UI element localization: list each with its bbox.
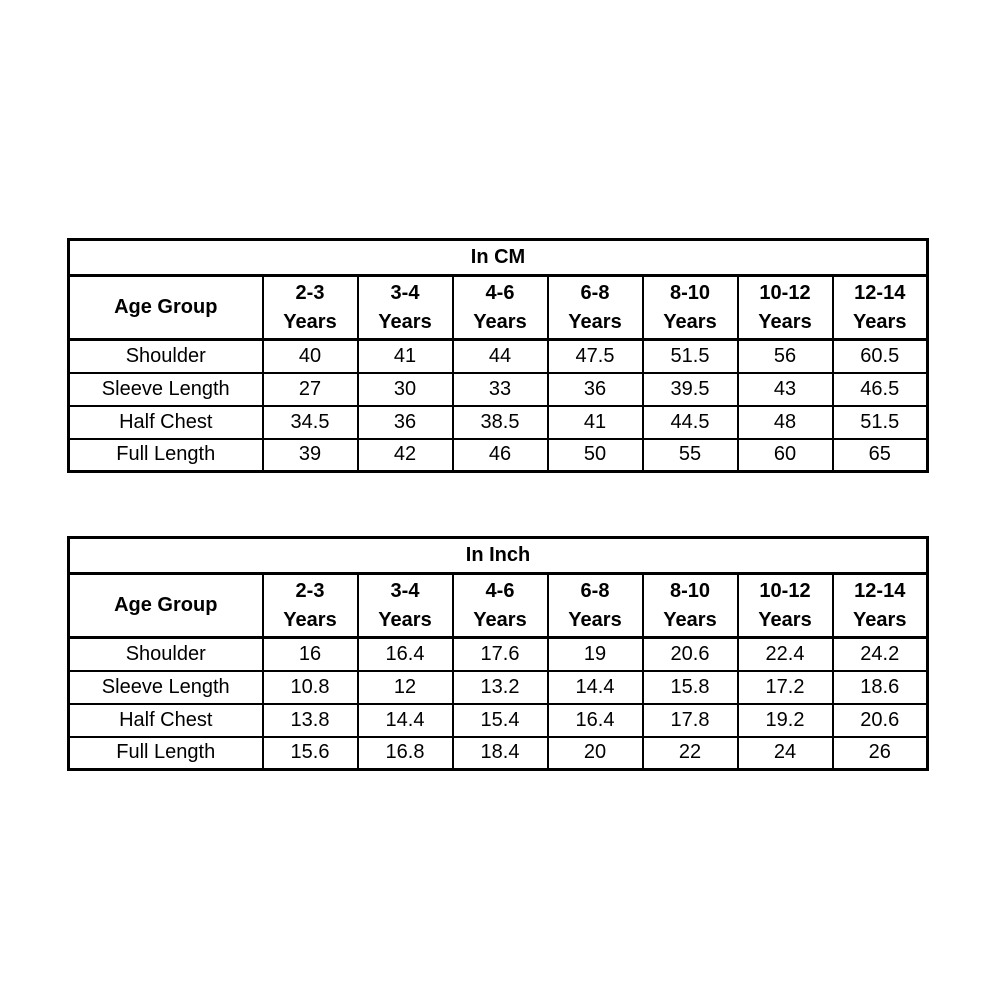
column-header [358,574,453,638]
value-cell: 56 [738,340,833,373]
table-row [69,574,928,638]
age-range-label: 2-3 [295,579,325,602]
size-chart-inch-table [67,536,929,771]
value-cell: 65 [833,439,928,472]
age-unit-label: Years [568,310,622,333]
value-cell: 50 [548,439,643,472]
age-range-label: 10-12 [759,579,811,602]
value-cell: 48 [738,406,833,439]
value-cell: 16.4 [358,638,453,671]
age-unit-label: Years [378,310,432,333]
value-cell: 39.5 [643,373,738,406]
row-label: Half Chest [69,704,263,737]
table-title: In CM [69,240,928,276]
age-range-label: 3-4 [390,281,420,304]
value-cell: 41 [548,406,643,439]
age-unit-label: Years [283,310,337,333]
value-cell: 51.5 [833,406,928,439]
age-range-label: 6-8 [580,281,610,304]
table-row [69,439,928,472]
value-cell: 13.2 [453,671,548,704]
value-cell: 60 [738,439,833,472]
age-group-header: Age Group [69,574,263,638]
row-label: Shoulder [69,638,263,671]
value-cell: 16 [263,638,358,671]
value-cell: 60.5 [833,340,928,373]
value-cell: 10.8 [263,671,358,704]
value-cell: 14.4 [358,704,453,737]
value-cell: 34.5 [263,406,358,439]
value-cell: 17.8 [643,704,738,737]
age-unit-label: Years [853,608,907,631]
value-cell: 19.2 [738,704,833,737]
value-cell: 40 [263,340,358,373]
value-cell: 13.8 [263,704,358,737]
column-header [453,574,548,638]
value-cell: 44 [453,340,548,373]
column-header [738,276,833,340]
value-cell: 38.5 [453,406,548,439]
value-cell: 18.6 [833,671,928,704]
value-cell: 51.5 [643,340,738,373]
value-cell: 12 [358,671,453,704]
value-cell: 17.2 [738,671,833,704]
age-unit-label: Years [473,310,527,333]
age-unit-label: Years [758,310,812,333]
row-label: Half Chest [69,406,263,439]
age-unit-label: Years [473,608,527,631]
table-row [69,240,928,276]
age-range-label: 10-12 [759,281,811,304]
age-range-label: 8-10 [669,579,711,602]
age-range-label: 6-8 [580,579,610,602]
table-title: In Inch [69,538,928,574]
column-header [643,574,738,638]
age-range-label: 12-14 [854,579,906,602]
value-cell: 15.6 [263,737,358,770]
row-label: Full Length [69,737,263,770]
table-row [69,340,928,373]
value-cell: 20 [548,737,643,770]
table-row [69,638,928,671]
value-cell: 36 [358,406,453,439]
age-unit-label: Years [663,310,717,333]
age-unit-label: Years [378,608,432,631]
row-label: Shoulder [69,340,263,373]
value-cell: 39 [263,439,358,472]
table-row [69,538,928,574]
value-cell: 42 [358,439,453,472]
age-group-header: Age Group [69,276,263,340]
value-cell: 43 [738,373,833,406]
value-cell: 19 [548,638,643,671]
age-unit-label: Years [283,608,337,631]
value-cell: 41 [358,340,453,373]
value-cell: 15.8 [643,671,738,704]
table-row [69,737,928,770]
table-row [69,406,928,439]
row-label: Full Length [69,439,263,472]
age-unit-label: Years [758,608,812,631]
age-range-label: 2-3 [295,281,325,304]
table-row [69,373,928,406]
age-range-label: 3-4 [390,579,420,602]
value-cell: 27 [263,373,358,406]
age-range-label: 8-10 [669,281,711,304]
row-label: Sleeve Length [69,671,263,704]
value-cell: 26 [833,737,928,770]
value-cell: 17.6 [453,638,548,671]
value-cell: 24 [738,737,833,770]
value-cell: 24.2 [833,638,928,671]
value-cell: 46 [453,439,548,472]
column-header [833,276,928,340]
value-cell: 20.6 [833,704,928,737]
value-cell: 18.4 [453,737,548,770]
value-cell: 36 [548,373,643,406]
value-cell: 55 [643,439,738,472]
value-cell: 22.4 [738,638,833,671]
column-header [548,276,643,340]
value-cell: 47.5 [548,340,643,373]
value-cell: 30 [358,373,453,406]
column-header [738,574,833,638]
value-cell: 20.6 [643,638,738,671]
age-range-label: 4-6 [485,281,515,304]
row-label: Sleeve Length [69,373,263,406]
table-row [69,704,928,737]
value-cell: 15.4 [453,704,548,737]
age-unit-label: Years [568,608,622,631]
column-header [548,574,643,638]
age-range-label: 4-6 [485,579,515,602]
value-cell: 44.5 [643,406,738,439]
value-cell: 16.4 [548,704,643,737]
value-cell: 33 [453,373,548,406]
age-range-label: 12-14 [854,281,906,304]
size-chart-cm-table [67,238,929,473]
value-cell: 22 [643,737,738,770]
age-unit-label: Years [853,310,907,333]
column-header [643,276,738,340]
age-unit-label: Years [663,608,717,631]
column-header [263,574,358,638]
table-row [69,671,928,704]
value-cell: 14.4 [548,671,643,704]
column-header [453,276,548,340]
value-cell: 16.8 [358,737,453,770]
value-cell: 46.5 [833,373,928,406]
column-header [358,276,453,340]
column-header [833,574,928,638]
table-row [69,276,928,340]
column-header [263,276,358,340]
